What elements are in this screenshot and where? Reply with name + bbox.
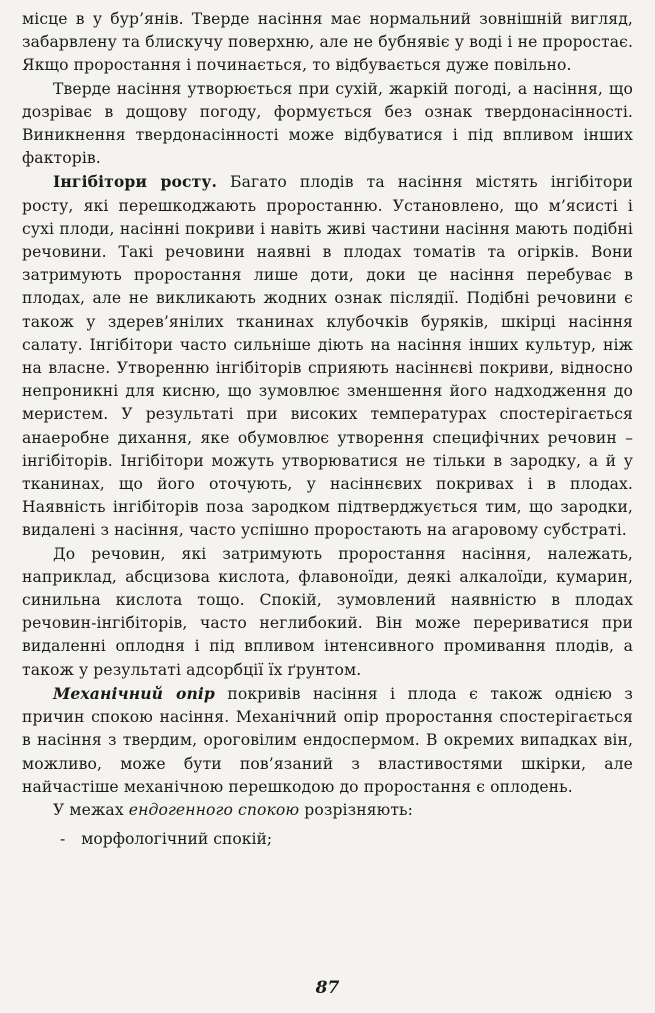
paragraph-text: покривів насіння і плода є також однією з причин спокою насіння. Механічний опір проростання спостерігається в насіння з твердим, ороговілим ендоспермом. В окремих випадках він, можливо, може бути пов’язаний з властивостями шкірки, але найчастіше механічною перешкодою до проростання є оплодень. [22,684,634,796]
bold-term: Інгібітори росту. [53,172,218,192]
italic-term: ендогенного спокою [128,800,300,819]
paragraph-text: До речовин, які затримують проростання насіння, належать, наприклад, абсцизова кислота, флавоноїди, деякі алкалоїди, кумарин, синильна кислота тощо. Спокій, зумовлений наявністю в плодах речовин-інгібіторів, часто неглибокий. Він може перериватися при видаленні оплодня і під впливом інтенсивного промивання плодів, а також у результаті адсорбції їх ґрунтом. [22,544,633,679]
list-item-text: морфологічний спокій; [81,830,273,849]
paragraph-text: У межах [53,800,129,819]
page-number: 87 [315,978,340,998]
paragraph [22,543,633,682]
paragraph-text: Тверде насіння утворюється при сухій, жаркій погоді, а насіння, що дозріває в дощову погоду, формується без ознак твердонасінності. Виникнення твердонасінності може відбуватися і під впливом інших факторів. [22,79,633,168]
paragraph [22,682,633,799]
paragraph-text: Багато плодів та насіння містять інгібітори росту, які перешкоджають проростанню. Установлено, що м’ясисті і сухі плоди, насінні покриви і навіть живі частини насіння мають подібні речовини. Такі речовини наявні в плодах томатів та огірків. Вони затримують проростання лише доти, доки це насіння перебуває в плодах, але не викликають жодних ознак післядії. Подібні речовини є також у здерев’янілих тканинах клубочків буряків, шкірці насіння салату. Інгібітори часто сильніше діють на насіння інших культур, ніж на власне. Утворенню інгібіторів сприяють насіннєві покриви, відносно непроникні для кисню, що зумовлює зменшення його надходження до меристем. У результаті при високих температурах спостерігається анаеробне дихання, яке обумовлює утворення специфічних речовин – інгібіторів. Інгібітори можуть утворюватися не тільки в зародку, а й у тканинах, що його оточують, у насіннєвих покривах і в плодах. Наявність інгібіторів поза зародком підтверджується тим, що зародки, видалені з насіння, часто успішно проростають на агаровому субстраті. [22,173,633,540]
paragraph [22,799,633,822]
paragraph [22,170,633,542]
paragraph-text: місце в у бур’янів. Тверде насіння має нормальний зовнішній вигляд, забарвлену та блискучу поверхню, але не бубнявіє у воді і не проростає. Якщо проростання і починається, то відбувається дуже повільно. [22,10,633,75]
list-bullet: - [60,830,66,849]
bold-italic-term: Механічний опір [53,683,215,703]
enumeration-list [22,828,633,851]
body-text [22,8,633,822]
paragraph [22,8,633,78]
paragraph [22,78,633,171]
paragraph-text: розрізняють: [299,800,414,819]
list-item [60,828,633,851]
